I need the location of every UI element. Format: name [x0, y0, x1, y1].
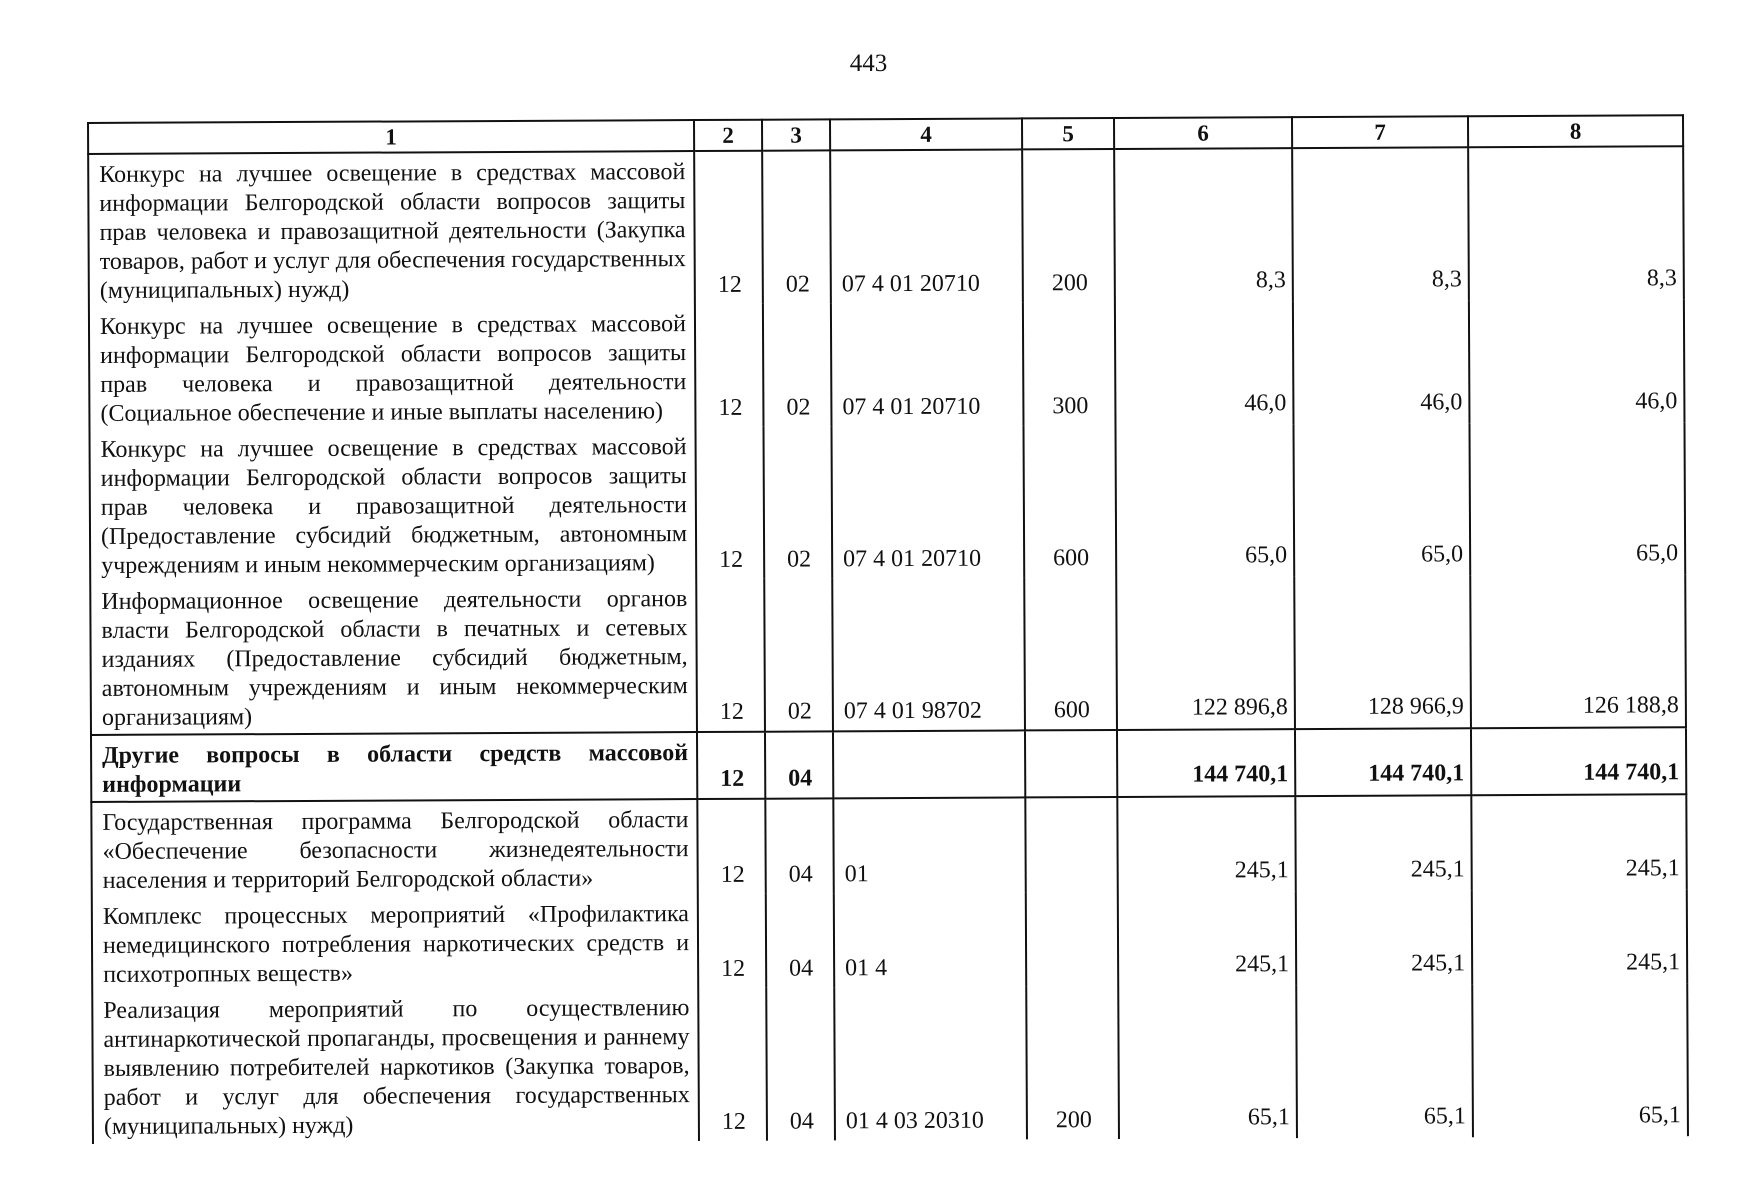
row-expense-type: 200 — [1026, 986, 1119, 1139]
header-col-3: 3 — [762, 119, 830, 150]
row-amount-7: 128 966,9 — [1294, 575, 1471, 729]
row-subsection: 02 — [763, 426, 832, 578]
row-target-article — [833, 730, 1025, 798]
row-expense-type: 300 — [1023, 302, 1116, 425]
row-amount-7: 46,0 — [1293, 300, 1470, 424]
row-target-article: 07 4 01 20710 — [830, 149, 1023, 303]
row-subsection: 04 — [765, 798, 833, 893]
row-expense-type — [1025, 797, 1117, 892]
page-number: 443 — [849, 50, 888, 77]
row-subsection: 04 — [766, 893, 834, 987]
row-amount-6: 245,1 — [1118, 891, 1296, 986]
row-expense-type — [1025, 730, 1117, 797]
header-col-8: 8 — [1468, 115, 1683, 147]
row-amount-6: 65,1 — [1118, 985, 1297, 1139]
table-row — [92, 889, 1687, 991]
table-row — [90, 574, 1686, 735]
row-section: 12 — [695, 304, 764, 427]
row-amount-8: 65,0 — [1469, 422, 1685, 575]
row-subsection: 02 — [764, 578, 833, 731]
row-amount-7: 245,1 — [1295, 795, 1471, 891]
row-subsection: 04 — [765, 731, 833, 798]
row-description: Конкурс на лучшее освещение в средствах массовой информации Белгородской области вопросов защиты прав человека и правозащитной деятельности (Предоставление субсидий бюджетным, автономным учреждениям и иным некоммерческим организациям) — [90, 427, 697, 582]
budget-table-container — [87, 114, 1687, 1144]
row-amount-6: 46,0 — [1115, 301, 1294, 425]
row-description: Конкурс на лучшее освещение в средствах массовой информации Белгородской области вопросов защиты прав человека и правозащитной деятельности (Закупка товаров, работ и услуг для обеспечения государственных (муниципальных) нужд) — [88, 151, 695, 307]
row-description: Информационное освещение деятельности органов власти Белгородской области в печатных и сетевых изданиях (Предоставление субсидий бюджетным, автономным учреждениям и иным некоммерческим организациям) — [90, 579, 697, 735]
row-description: Комплекс процессных мероприятий «Профилактика немедицинского потребления наркотических средств и психотропных веществ» — [92, 894, 698, 991]
header-col-7: 7 — [1292, 116, 1468, 148]
row-amount-8: 126 188,8 — [1470, 574, 1686, 728]
table-row — [91, 794, 1686, 897]
row-amount-8: 65,1 — [1472, 983, 1688, 1137]
row-amount-7: 65,1 — [1296, 984, 1473, 1138]
row-amount-6: 245,1 — [1117, 796, 1295, 892]
row-expense-type: 600 — [1024, 577, 1117, 730]
row-amount-7: 8,3 — [1292, 147, 1469, 301]
row-amount-8: 144 740,1 — [1471, 727, 1686, 795]
row-amount-7: 144 740,1 — [1295, 728, 1471, 796]
row-target-article: 07 4 01 20710 — [831, 425, 1024, 578]
row-section: 12 — [695, 427, 764, 579]
row-target-article: 01 4 03 20310 — [834, 986, 1027, 1140]
row-target-article: 07 4 01 98702 — [832, 577, 1025, 731]
row-subsection: 02 — [763, 303, 832, 426]
table-row — [89, 299, 1685, 430]
row-description: Конкурс на лучшее освещение в средствах массовой информации Белгородской области вопросов защиты прав человека и правозащитной деятельности (Социальное обеспечение и иные выплаты населению) — [89, 304, 696, 430]
row-amount-8: 245,1 — [1472, 889, 1687, 984]
row-section: 12 — [697, 799, 765, 894]
row-expense-type — [1026, 892, 1118, 986]
row-subsection: 02 — [762, 150, 831, 303]
row-expense-type: 200 — [1022, 149, 1115, 302]
row-expense-type: 600 — [1023, 425, 1116, 577]
row-amount-6: 65,0 — [1115, 424, 1294, 577]
row-section: 12 — [697, 732, 765, 799]
row-section: 12 — [694, 151, 763, 304]
header-col-5: 5 — [1022, 118, 1114, 149]
row-description: Государственная программа Белгородской области «Обеспечение безопасности жизнедеятельности населения и территорий Белгородской области» — [91, 799, 697, 897]
header-col-6: 6 — [1114, 117, 1292, 149]
budget-table — [87, 114, 1689, 1144]
row-amount-8: 46,0 — [1469, 299, 1685, 423]
row-target-article: 01 4 — [834, 892, 1026, 987]
row-section: 12 — [698, 894, 766, 988]
row-description: Реализация мероприятий по осуществлению антинаркотической пропаганды, просвещения и раннему выявлению потребителей наркотиков (Закупка товаров, работ и услуг для обеспечения государственных (муниципальных) нужд) — [92, 988, 699, 1144]
header-col-1: 1 — [88, 120, 694, 154]
header-col-2: 2 — [694, 120, 762, 151]
row-amount-6: 122 896,8 — [1116, 576, 1295, 730]
row-amount-8: 245,1 — [1471, 794, 1686, 890]
table-row-subtotal — [91, 727, 1686, 802]
row-section: 12 — [698, 988, 767, 1141]
row-amount-6: 144 740,1 — [1117, 729, 1295, 797]
row-target-article: 07 4 01 20710 — [831, 302, 1024, 426]
table-row — [90, 422, 1686, 582]
row-amount-7: 245,1 — [1296, 890, 1472, 985]
table-row — [88, 146, 1684, 307]
header-col-4: 4 — [830, 118, 1022, 150]
row-section: 12 — [696, 579, 765, 732]
row-amount-6: 8,3 — [1114, 148, 1293, 302]
row-target-article: 01 — [833, 797, 1025, 893]
row-amount-8: 8,3 — [1468, 146, 1684, 300]
row-subsection: 04 — [766, 987, 835, 1140]
table-row — [92, 983, 1688, 1144]
row-amount-7: 65,0 — [1293, 423, 1470, 576]
row-description: Другие вопросы в области средств массовой информации — [91, 732, 697, 802]
